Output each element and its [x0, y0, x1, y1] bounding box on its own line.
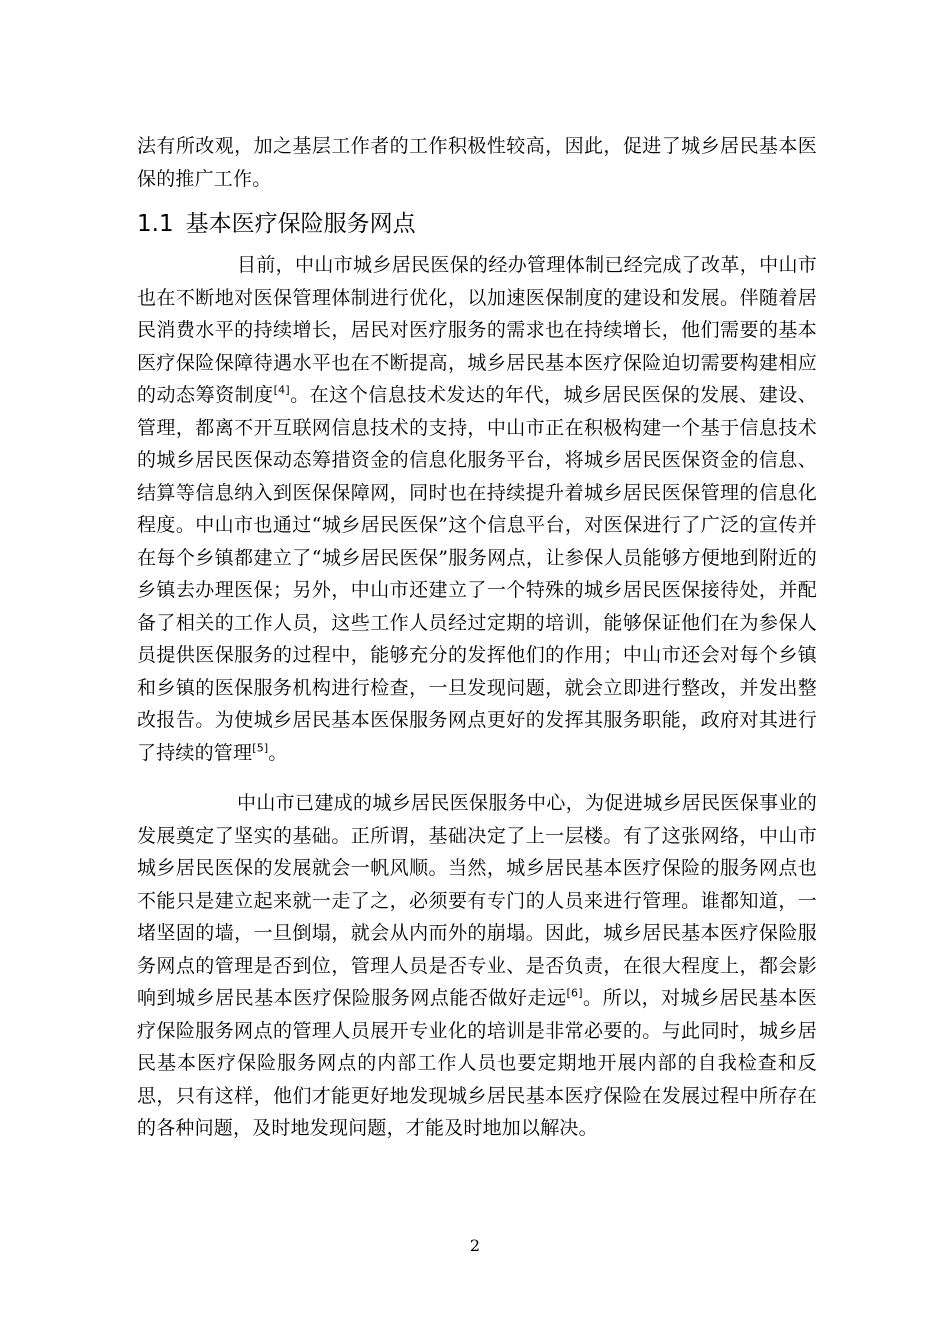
paragraph-1-text-b: 。在这个信息技术发达的年代，城乡居民医保的发展、建设、管理，都离不开互联网信息技术的支持，中山市正在积极构建一个基于信息技术的城乡居民医保动态筹措资金的信息化服务平台，将城乡居民医保资金的信息、结算等信息纳入到医保保障网，同时也在持续提升着城乡居民医保管理的信息化程度。中山市也通过“城乡居民医保”这个信息平台，对医保进行了广泛的宣传并在每个乡镇都建立了“城乡居民医保”服务网点，让参保人员能够方便地到附近的乡镇去办理医保；另外，中山市还建立了一个特殊的城乡居民医保接待处，并配备了相关的工作人员，这些工作人员经过定期的培训，能够保证他们在为参保人员提供医保服务的过程中，能够充分的发挥他们的作用；中山市还会对每个乡镇和乡镇的医保服务机构进行检查，一旦发现问题，就会立即进行整改，并发出整改报告。为使城乡居民基本医保服务网点更好的发挥其服务职能，政府对其进行了持续的管理 [137, 384, 817, 764]
body-paragraph-1 [137, 249, 817, 769]
paragraph-gap [137, 769, 817, 787]
intro-paragraph: 法有所改观，加之基层工作者的工作积极性较高，因此，促进了城乡居民基本医保的推广工作。 [137, 135, 817, 190]
citation-5: [5] [252, 741, 269, 755]
section-number: 1.1 [137, 211, 174, 237]
section-heading [137, 207, 817, 241]
body-paragraph-2 [137, 787, 817, 1145]
section-title: 基本医疗保险服务网点 [185, 211, 416, 237]
page-content [137, 130, 817, 1145]
paragraph-1-text-a: 目前，中山市城乡居民医保的经办管理体制已经完成了改革，中山市也在不断地对医保管理体制进行优化，以加速医保制度的建设和发展。伴随着居民消费水平的持续增长，居民对医疗服务的需求也在持续增长，他们需要的基本医疗保险保障待遇水平也在不断提高，城乡居民基本医疗保险迫切需要构建相应的动态筹资制度 [137, 254, 817, 406]
paragraph-2-text-a: 中山市已建成的城乡居民医保服务中心，为促进城乡居民医保事业的发展奠定了坚实的基础。正所谓，基础决定了上一层楼。有了这张网络，中山市城乡居民医保的发展就会一帆风顺。当然，城乡居民基本医疗保险的服务网点也不能只是建立起来就一走了之，必须要有专门的人员来进行管理。谁都知道，一堵坚固的墙，一旦倒塌，就会从内而外的崩塌。因此，城乡居民基本医疗保险服务网点的管理是否到位，管理人员是否专业、是否负责，在很大程度上，都会影响到城乡居民基本医疗保险服务网点能否做好走远 [137, 792, 817, 1009]
citation-6: [6] [566, 986, 583, 1000]
paragraph-2-text-b: 。所以，对城乡居民基本医疗保险服务网点的管理人员展开专业化的培训是非常必要的。与此同时，城乡居民基本医疗保险服务网点的内部工作人员也要定期地开展内部的自我检查和反思，只有这样，他们才能更好地发现城乡居民基本医疗保险在发展过程中所存在的各种问题，及时地发现问题，才能及时地加以解决。 [137, 987, 818, 1139]
citation-4: [4] [273, 383, 290, 397]
paragraph-1-text-c: 。 [268, 741, 288, 764]
page-number: 2 [469, 1236, 481, 1255]
